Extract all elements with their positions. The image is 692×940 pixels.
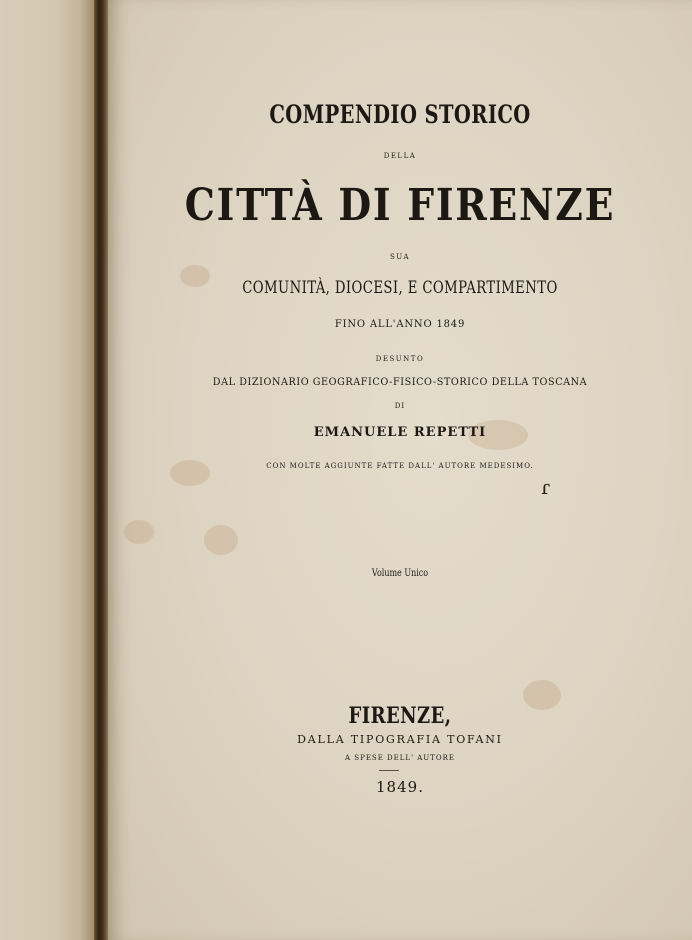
imprint-printer: DALLA TIPOGRAFIA TOFANI xyxy=(297,733,503,746)
imprint-year: 1849. xyxy=(376,778,424,796)
divider xyxy=(379,770,399,771)
title-line-citta: CITTÀ DI FIRENZE xyxy=(184,180,616,231)
connector-sua: SUA xyxy=(389,253,411,261)
author-name: EMANUELE REPETTI xyxy=(313,425,487,440)
connector-della: DELLA xyxy=(383,152,417,160)
subtitle: COMUNITÀ, DIOCESI, E COMPARTIMENTO xyxy=(242,278,558,298)
foxing-stain xyxy=(204,525,238,555)
ink-mark: ɾ xyxy=(541,475,551,499)
additions-note: CON MOLTE AGGIUNTE FATTE DALL' AUTORE MEDESIMO. xyxy=(266,462,534,470)
left-page xyxy=(0,0,94,940)
foxing-stain xyxy=(124,520,154,544)
connector-desunto: DESUNTO xyxy=(375,355,425,363)
title-line-compendio: COMPENDIO STORICO xyxy=(269,100,531,129)
book-spine xyxy=(94,0,108,940)
source-dictionary: DAL DIZIONARIO GEOGRAFICO-FISICO-STORICO DELLA TOSCANA xyxy=(212,376,588,388)
connector-di: DI xyxy=(394,402,406,410)
title-page xyxy=(108,0,692,940)
imprint-city: FIRENZE, xyxy=(348,703,452,729)
date-range: FINO ALL'ANNO 1849 xyxy=(334,319,466,330)
volume-label: Volume Unico xyxy=(371,568,429,579)
imprint-expense: A SPESE DELL' AUTORE xyxy=(345,754,455,762)
